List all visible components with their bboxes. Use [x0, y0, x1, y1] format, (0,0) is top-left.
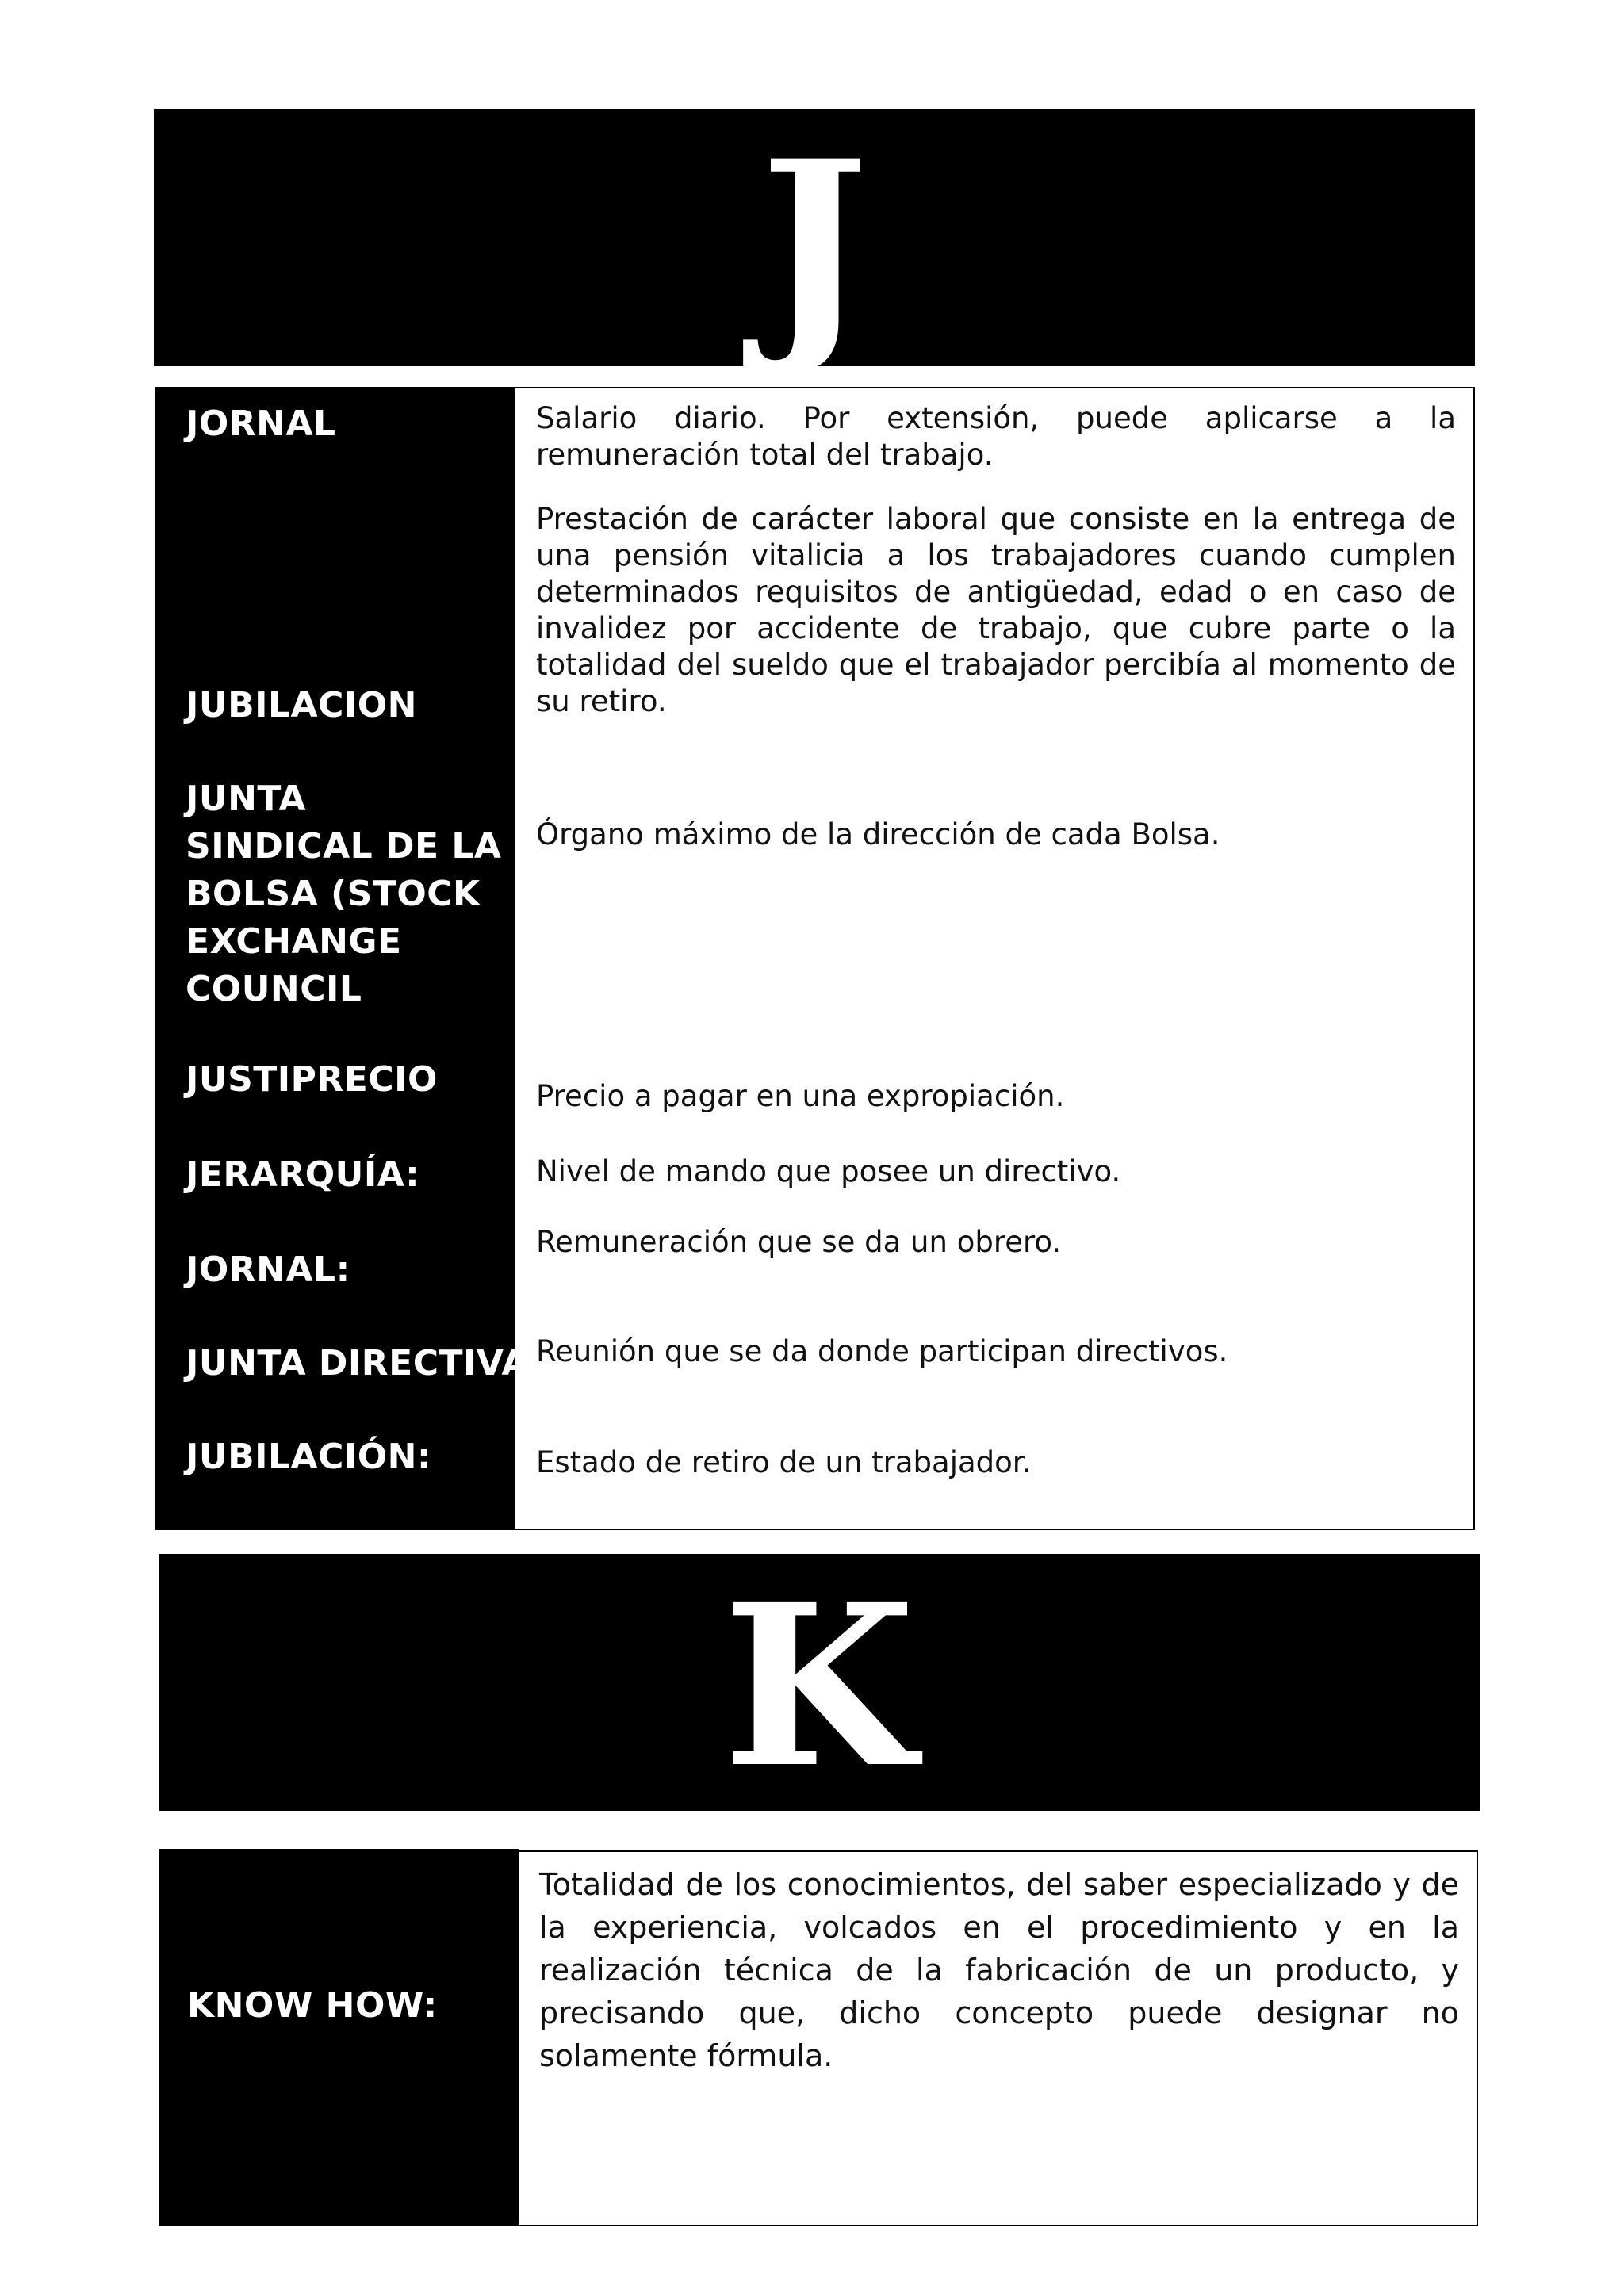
definition-jornal: Salario diario. Por extensión, puede aplicarse a la remuneración total del trabajo. [536, 401, 1456, 472]
definition-jubilacion-2: Estado de retiro de un trabajador. [536, 1445, 1032, 1479]
term-jubilacion: JUBILACION [186, 685, 417, 725]
definition-justiprecio: Precio a pagar en una expropiación. [536, 1079, 1065, 1113]
term-jerarquia: JERARQUÍA: [186, 1154, 420, 1195]
section-j-banner [154, 109, 1475, 381]
definition-jerarquia: Nivel de mando que posee un directivo. [536, 1154, 1121, 1188]
section-letter-k: K [722, 1556, 916, 1817]
definition-junta-sindical: Órgano máximo de la dirección de cada Bolsa. [536, 817, 1220, 851]
definition-jubilacion: Prestación de carácter laboral que consiste en la entrega de una pensión vitalicia a los trabajadores cuando cumplen determinados requisitos de antigüedad, edad o en caso de invalidez por accidente de trabajo, que cubre parte o la totalidad del sueldo que el trabajador percibía al momento de su retiro. [536, 502, 1456, 718]
definition-jornal-2: Remuneración que se da un obrero. [536, 1225, 1062, 1259]
term-justiprecio: JUSTIPRECIO [186, 1059, 438, 1100]
term-jubilacion-2: JUBILACIÓN: [186, 1437, 432, 1477]
section-letter-j: J [760, 111, 869, 381]
definition-junta-directiva: Reunión que se da donde participan directivos. [536, 1334, 1228, 1368]
term-junta-directiva: JUNTA DIRECTIVA: [186, 1343, 544, 1383]
term-jornal-2: JORNAL: [186, 1249, 350, 1290]
term-junta-sindical: JUNTA SINDICAL DE LA BOLSA (STOCK EXCHANGE COUNCIL [186, 779, 502, 1009]
definition-know-how: Totalidad de los conocimientos, del saber especializado y de la experiencia, volcados en el procedimiento y en la realización técnica de la fabricación de un producto, y precisando que, dicho concepto puede designar no solamente fórmula. [539, 1867, 1459, 2073]
term-know-how: KNOW HOW: [187, 1985, 438, 2026]
term-jornal: JORNAL [186, 404, 336, 444]
terms-column-k [159, 1849, 519, 2226]
section-k-banner [159, 1554, 1480, 1817]
